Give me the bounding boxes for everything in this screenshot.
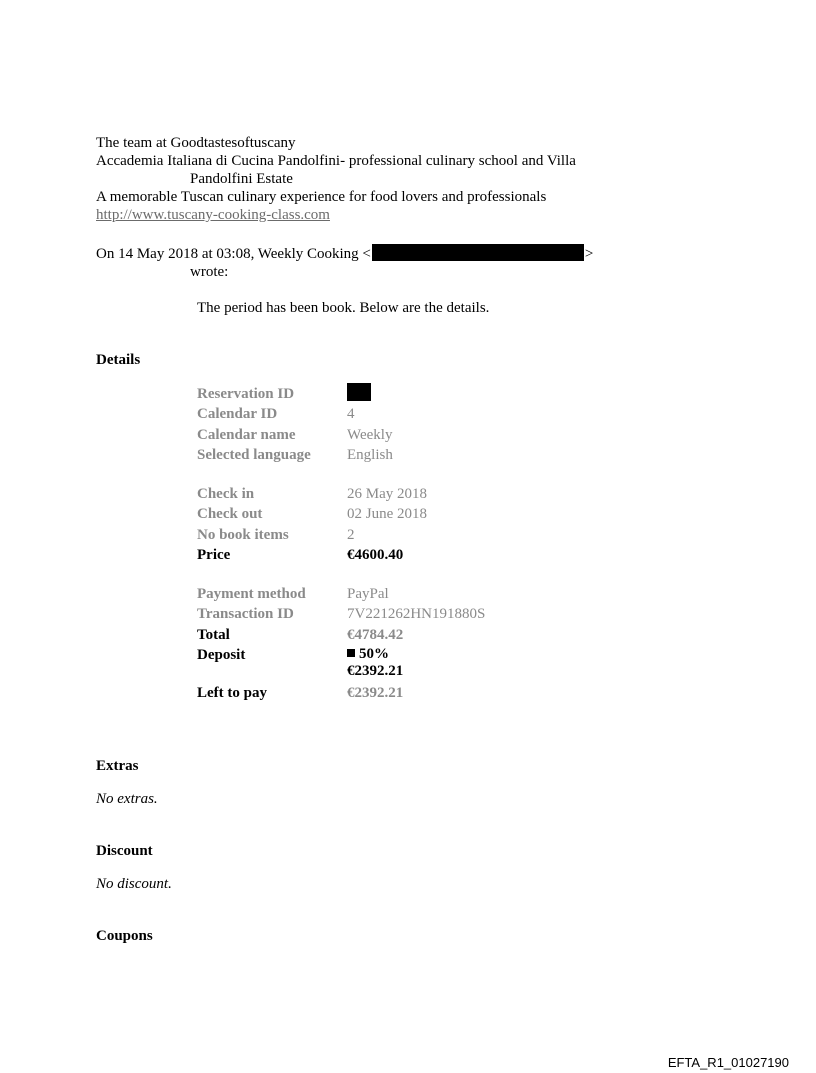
coupons-heading: Coupons [96, 928, 153, 944]
details-table [197, 384, 485, 704]
left-to-pay-value: €2392.21 [347, 685, 404, 702]
total-value: €4784.42 [347, 626, 404, 643]
price-label: Price [197, 547, 231, 564]
discount-heading: Discount [96, 843, 153, 859]
row-language [197, 446, 485, 467]
check-in-value: 26 May 2018 [347, 485, 427, 502]
check-in-label: Check in [197, 485, 255, 502]
calendar-name-value: Weekly [347, 426, 393, 443]
row-price [197, 546, 485, 567]
details-heading: Details [96, 352, 141, 368]
row-total [197, 625, 485, 646]
quote-prefix: On 14 May 2018 at 03:08, Weekly Cooking < [96, 246, 371, 262]
calendar-name-label: Calendar name [197, 426, 296, 443]
reservation-id-label: Reservation ID [197, 385, 295, 402]
price-value: €4600.40 [347, 547, 404, 564]
deposit-percent: 50% [359, 645, 389, 662]
intro-text: The period has been book. Below are the details. [197, 300, 490, 316]
row-calendar-id [197, 405, 485, 426]
bullet-square-icon [347, 649, 355, 657]
quote-wrote: wrote: [190, 264, 229, 280]
deposit-amount: €2392.21 [347, 662, 404, 679]
signature-tagline: A memorable Tuscan culinary experience for food lovers and professionals [96, 189, 547, 205]
redacted-reservation-id [347, 383, 371, 401]
payment-method-label: Payment method [197, 585, 306, 602]
check-out-value: 02 June 2018 [347, 506, 427, 523]
calendar-id-label: Calendar ID [197, 406, 278, 423]
transaction-id-label: Transaction ID [197, 606, 294, 623]
quote-suffix: > [584, 246, 594, 262]
calendar-id-value: 4 [347, 406, 355, 423]
quote-header [96, 244, 593, 281]
discount-note: No discount. [96, 876, 172, 892]
signature-estate: Pandolfini Estate [190, 171, 293, 187]
row-payment-method [197, 584, 485, 605]
language-value: English [347, 447, 393, 464]
row-deposit [197, 646, 485, 684]
row-check-out [197, 505, 485, 526]
payment-method-value: PayPal [347, 585, 389, 602]
book-items-value: 2 [347, 526, 355, 543]
row-transaction-id [197, 605, 485, 626]
row-book-items [197, 525, 485, 546]
document-id: EFTA_R1_01027190 [667, 1055, 789, 1070]
row-left-to-pay [197, 684, 485, 705]
row-calendar-name [197, 425, 485, 446]
row-check-in [197, 484, 485, 505]
extras-heading: Extras [96, 758, 139, 774]
row-reservation-id [197, 384, 485, 405]
deposit-label: Deposit [197, 646, 246, 663]
signature-school: Accademia Italiana di Cucina Pandolfini- professional culinary school and Villa [96, 153, 576, 169]
redacted-email [372, 244, 584, 261]
signature-team: The team at Goodtastesoftuscany [96, 135, 296, 151]
total-label: Total [197, 626, 230, 643]
language-label: Selected language [197, 447, 311, 464]
check-out-label: Check out [197, 506, 263, 523]
signature-block [96, 134, 576, 224]
extras-note: No extras. [96, 791, 158, 807]
book-items-label: No book items [197, 526, 289, 543]
transaction-id-value: 7V221262HN191880S [347, 606, 486, 623]
website-link[interactable]: http://www.tuscany-cooking-class.com [96, 207, 330, 223]
left-to-pay-label: Left to pay [197, 685, 267, 702]
